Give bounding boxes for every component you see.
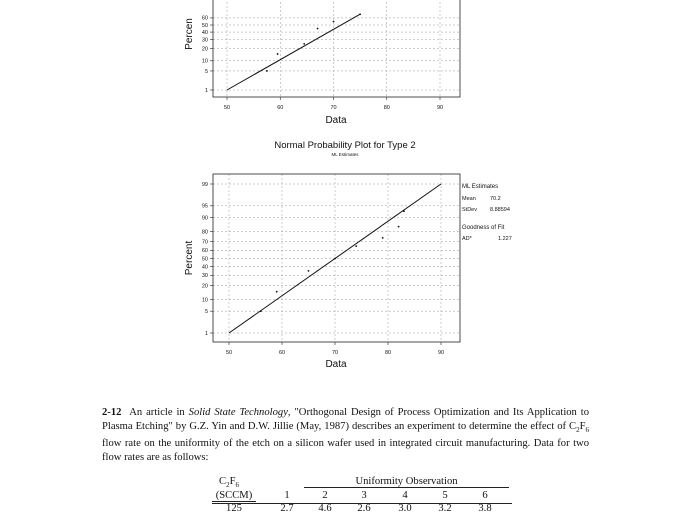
legend-ad-value: 1.227 <box>498 236 512 242</box>
plot1-gridlines <box>213 0 460 97</box>
table-cell: 3.2 <box>438 503 452 514</box>
y-tick-label-20: 20 <box>201 283 208 290</box>
legend-mean-value: 70.2 <box>490 196 501 202</box>
data-point-7 <box>398 226 400 228</box>
obs-header-1: 1 <box>284 490 290 501</box>
data-point-8 <box>403 210 405 212</box>
subscript-2: 2 <box>576 426 580 435</box>
problem-text-1: An article in <box>129 407 185 418</box>
x-tick-label-70: 70 <box>331 350 339 356</box>
journal-name: Solid State Technology <box>188 407 288 418</box>
data-point-3 <box>308 270 310 272</box>
problem-paragraph <box>102 406 589 465</box>
table-row-flow: 125 <box>226 503 242 514</box>
plot2-title: Normal Probability Plot for Type 2 <box>274 140 416 151</box>
plot1-fit-line <box>227 14 360 90</box>
x-tick-label-50: 50 <box>223 105 231 111</box>
x-tick-label-80: 80 <box>384 350 392 356</box>
y-tick-label-50: 50 <box>201 22 208 29</box>
x-tick-label-70: 70 <box>330 105 337 111</box>
y-tick-label-40: 40 <box>201 264 208 271</box>
col-group-header: Uniformity Observation <box>304 476 509 488</box>
legend-ad-label: AD* <box>462 236 472 242</box>
plot2-subtitle: ML Estimates <box>331 152 359 157</box>
y-tick-label-70: 70 <box>201 239 208 246</box>
table-cell: 3.0 <box>398 503 412 514</box>
y-tick-label-5: 5 <box>204 308 208 315</box>
subscript-6: 6 <box>585 426 589 435</box>
y-tick-label-30: 30 <box>201 37 208 44</box>
x-tick-label-90: 90 <box>436 105 444 111</box>
x-tick-label-50: 50 <box>225 350 233 356</box>
plot2-points <box>260 210 405 312</box>
plot1-xlabel: Data <box>325 115 347 126</box>
plot2-xlabel: Data <box>325 359 347 370</box>
probability-plot-type1 <box>0 0 690 130</box>
legend-stdev-value: 8.88594 <box>490 207 510 213</box>
y-tick-label-1: 1 <box>204 87 208 94</box>
y-tick-label-95: 95 <box>201 203 208 210</box>
legend-header: ML Estimates <box>462 184 499 190</box>
y-tick-label-1: 1 <box>204 330 208 337</box>
plot2-legend <box>462 184 512 242</box>
data-point-6 <box>382 237 384 239</box>
legend-mean-label: Mean <box>462 196 476 202</box>
y-tick-label-30: 30 <box>201 273 208 280</box>
x-tick-label-60: 60 <box>278 350 286 356</box>
probability-plot-type2 <box>0 130 690 375</box>
problem-text-2: , "Orthogonal Design of Process Optimization and Its Application to Plasma Etching" by G.Z. Yin and D.W. Jillie (May, 1987) describes an experiment to determine the effect of C <box>102 407 590 432</box>
y-tick-label-90: 90 <box>201 215 208 222</box>
data-point-5 <box>333 21 335 23</box>
obs-header-3: 3 <box>361 490 367 501</box>
y-tick-label-60: 60 <box>201 248 208 255</box>
data-point-3 <box>303 43 305 45</box>
col-header-unit: (SCCM) <box>212 490 256 502</box>
plot1-ylabel: Percen <box>184 18 195 50</box>
obs-header-5: 5 <box>442 490 448 501</box>
table-cell: 4.6 <box>318 503 332 514</box>
problem-text-4: flow rate on the uniformity of the etch on a silicon wafer used in integrated circuit manufacturing. Data for two flow rates are as follows: <box>102 438 589 464</box>
x-tick-label-80: 80 <box>383 105 390 111</box>
data-point-1 <box>260 310 262 312</box>
data-point-2 <box>277 53 279 55</box>
y-tick-label-10: 10 <box>201 297 208 304</box>
obs-header-2: 2 <box>322 490 328 501</box>
col-header-c2f6: $C_2F_6$ <box>219 476 239 490</box>
legend-gof-header: Goodness of Fit <box>462 225 505 231</box>
plot2-x-ticks <box>226 342 444 356</box>
data-point-1 <box>266 70 268 72</box>
data-point-4 <box>317 28 319 30</box>
x-tick-label-90: 90 <box>437 350 445 356</box>
data-point-2 <box>276 291 278 293</box>
plot2-y-ticks <box>202 182 213 337</box>
obs-header-4: 4 <box>402 490 408 501</box>
y-tick-label-80: 80 <box>201 229 208 236</box>
data-point-4 <box>334 258 336 260</box>
problem-text-3: F <box>579 421 586 432</box>
y-tick-label-40: 40 <box>201 29 208 36</box>
obs-header-6: 6 <box>482 490 488 501</box>
y-tick-label-5: 5 <box>204 68 208 75</box>
table-cell: 2.6 <box>357 503 371 514</box>
plot2-ylabel: Percent <box>184 240 195 276</box>
problem-number: 2-12 <box>102 407 122 418</box>
x-tick-label-60: 60 <box>277 105 284 111</box>
y-tick-label-99: 99 <box>201 181 208 188</box>
legend-stdev-label: StDev <box>462 207 477 213</box>
y-tick-label-60: 60 <box>201 15 208 22</box>
plot1-x-ticks <box>224 97 443 111</box>
table-cell: 3.8 <box>478 503 492 514</box>
table-cell: 2.7 <box>280 503 294 514</box>
data-point-5 <box>355 245 357 247</box>
y-tick-label-10: 10 <box>201 58 208 65</box>
y-tick-label-20: 20 <box>201 46 208 53</box>
data-point-6 <box>359 13 361 15</box>
y-tick-label-50: 50 <box>201 256 208 263</box>
plot1-y-ticks <box>202 16 213 94</box>
